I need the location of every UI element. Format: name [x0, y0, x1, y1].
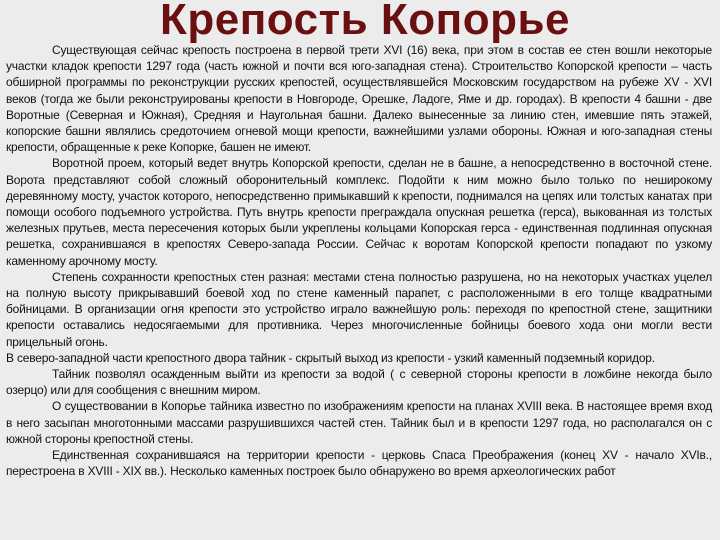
paragraph-walls: Степень сохранности крепостных стен разная: местами стена полностью разрушена, но на некоторых участках уцелел на полную высоту прикрывавший боевой ход по стене каменный парапет, с расположенными в его толще квадратными бойницами. В организации огня крепости это устройство играло важнейшую роль: переходя по крепостной стене, защитники крепости оставались недосягаемыми для противника. Через многочисленные бойницы боевого хода они могли вести прицельный огонь. — [6, 269, 712, 349]
paragraph-construction: Существующая сейчас крепость построена в первой трети XVI (16) века, при этом в состав ее стен вошли некоторые участки кладок крепости 1297 года (часть южной и почти вся юго-западная стена). Строительство Копорской крепости – часть обширной программы по реконструкции русских крепостей, осуществлявшейся Московским государством на рубеже XV - XVI веков (тогда же были реконструированы крепости в Новгороде, Орешке, Ладоге, Яме и др. городах). В крепости 4 башни - две Воротные (Северная и Южная), Средняя и Наугольная башни. Далеко вынесенные за линию стен, имевшие пять этажей, копорские башни являлись средоточием огневой мощи крепости, важнейшими узлами обороны. Южная и юго-западная стены крепости, обращенные к реке Копорке, башен не имеют. — [6, 43, 712, 155]
paragraph-passage-purpose: Тайник позволял осажденным выйти из крепости за водой ( с северной стороны крепости в ложбине некогда было озерцо) или для сообщения с внешним миром. — [6, 367, 712, 398]
article-body — [6, 42, 712, 479]
paragraph-secret-passage: В северо-западной части крепостного двора тайник - скрытый выход из крепости - узкий каменный подземный коридор. — [6, 350, 655, 365]
paragraph-gate: Воротной проем, который ведет внутрь Копорской крепости, сделан не в башне, а непосредственно в восточной стене. Ворота представляют собой сложный оборонительный комплекс. Подойти к ним можно было только по неширокому деревянному мосту, участок которого, непосредственно примыкавший к крепости, поднимался на цепях или толстых канатах при помощи особого подъемного устройства. Путь внутрь крепости преграждала опускная решетка (герса), выкованная из толстых железных прутьев, места пересечения которых были укреплены кольцами Копорская герса - единственная подлинная опускная решетка, сохранившаяся в крепостях Северо-запада России. Сейчас к воротам Копорской крепости попадают по узкому каменному арочному мосту. — [6, 156, 712, 268]
paragraph-passage-history: О существовании в Копорье тайника известно по изображениям крепости на планах XVIII века. В настоящее время вход в него засыпан многотонными массами разрушившихся частей стен. Тайник был и в крепости 1297 года, но располагался он с южной стороны крепостной стены. — [6, 399, 712, 446]
paragraph-church: Единственная сохранившаяся на территории крепости - церковь Спаса Преображения (конец XV - начало XVIв., перестроена в XVIII - XIX вв.). Несколько каменных построек было обнаружено во время археологических работ — [6, 448, 712, 479]
page-title: Крепость Копорье — [160, 0, 570, 44]
